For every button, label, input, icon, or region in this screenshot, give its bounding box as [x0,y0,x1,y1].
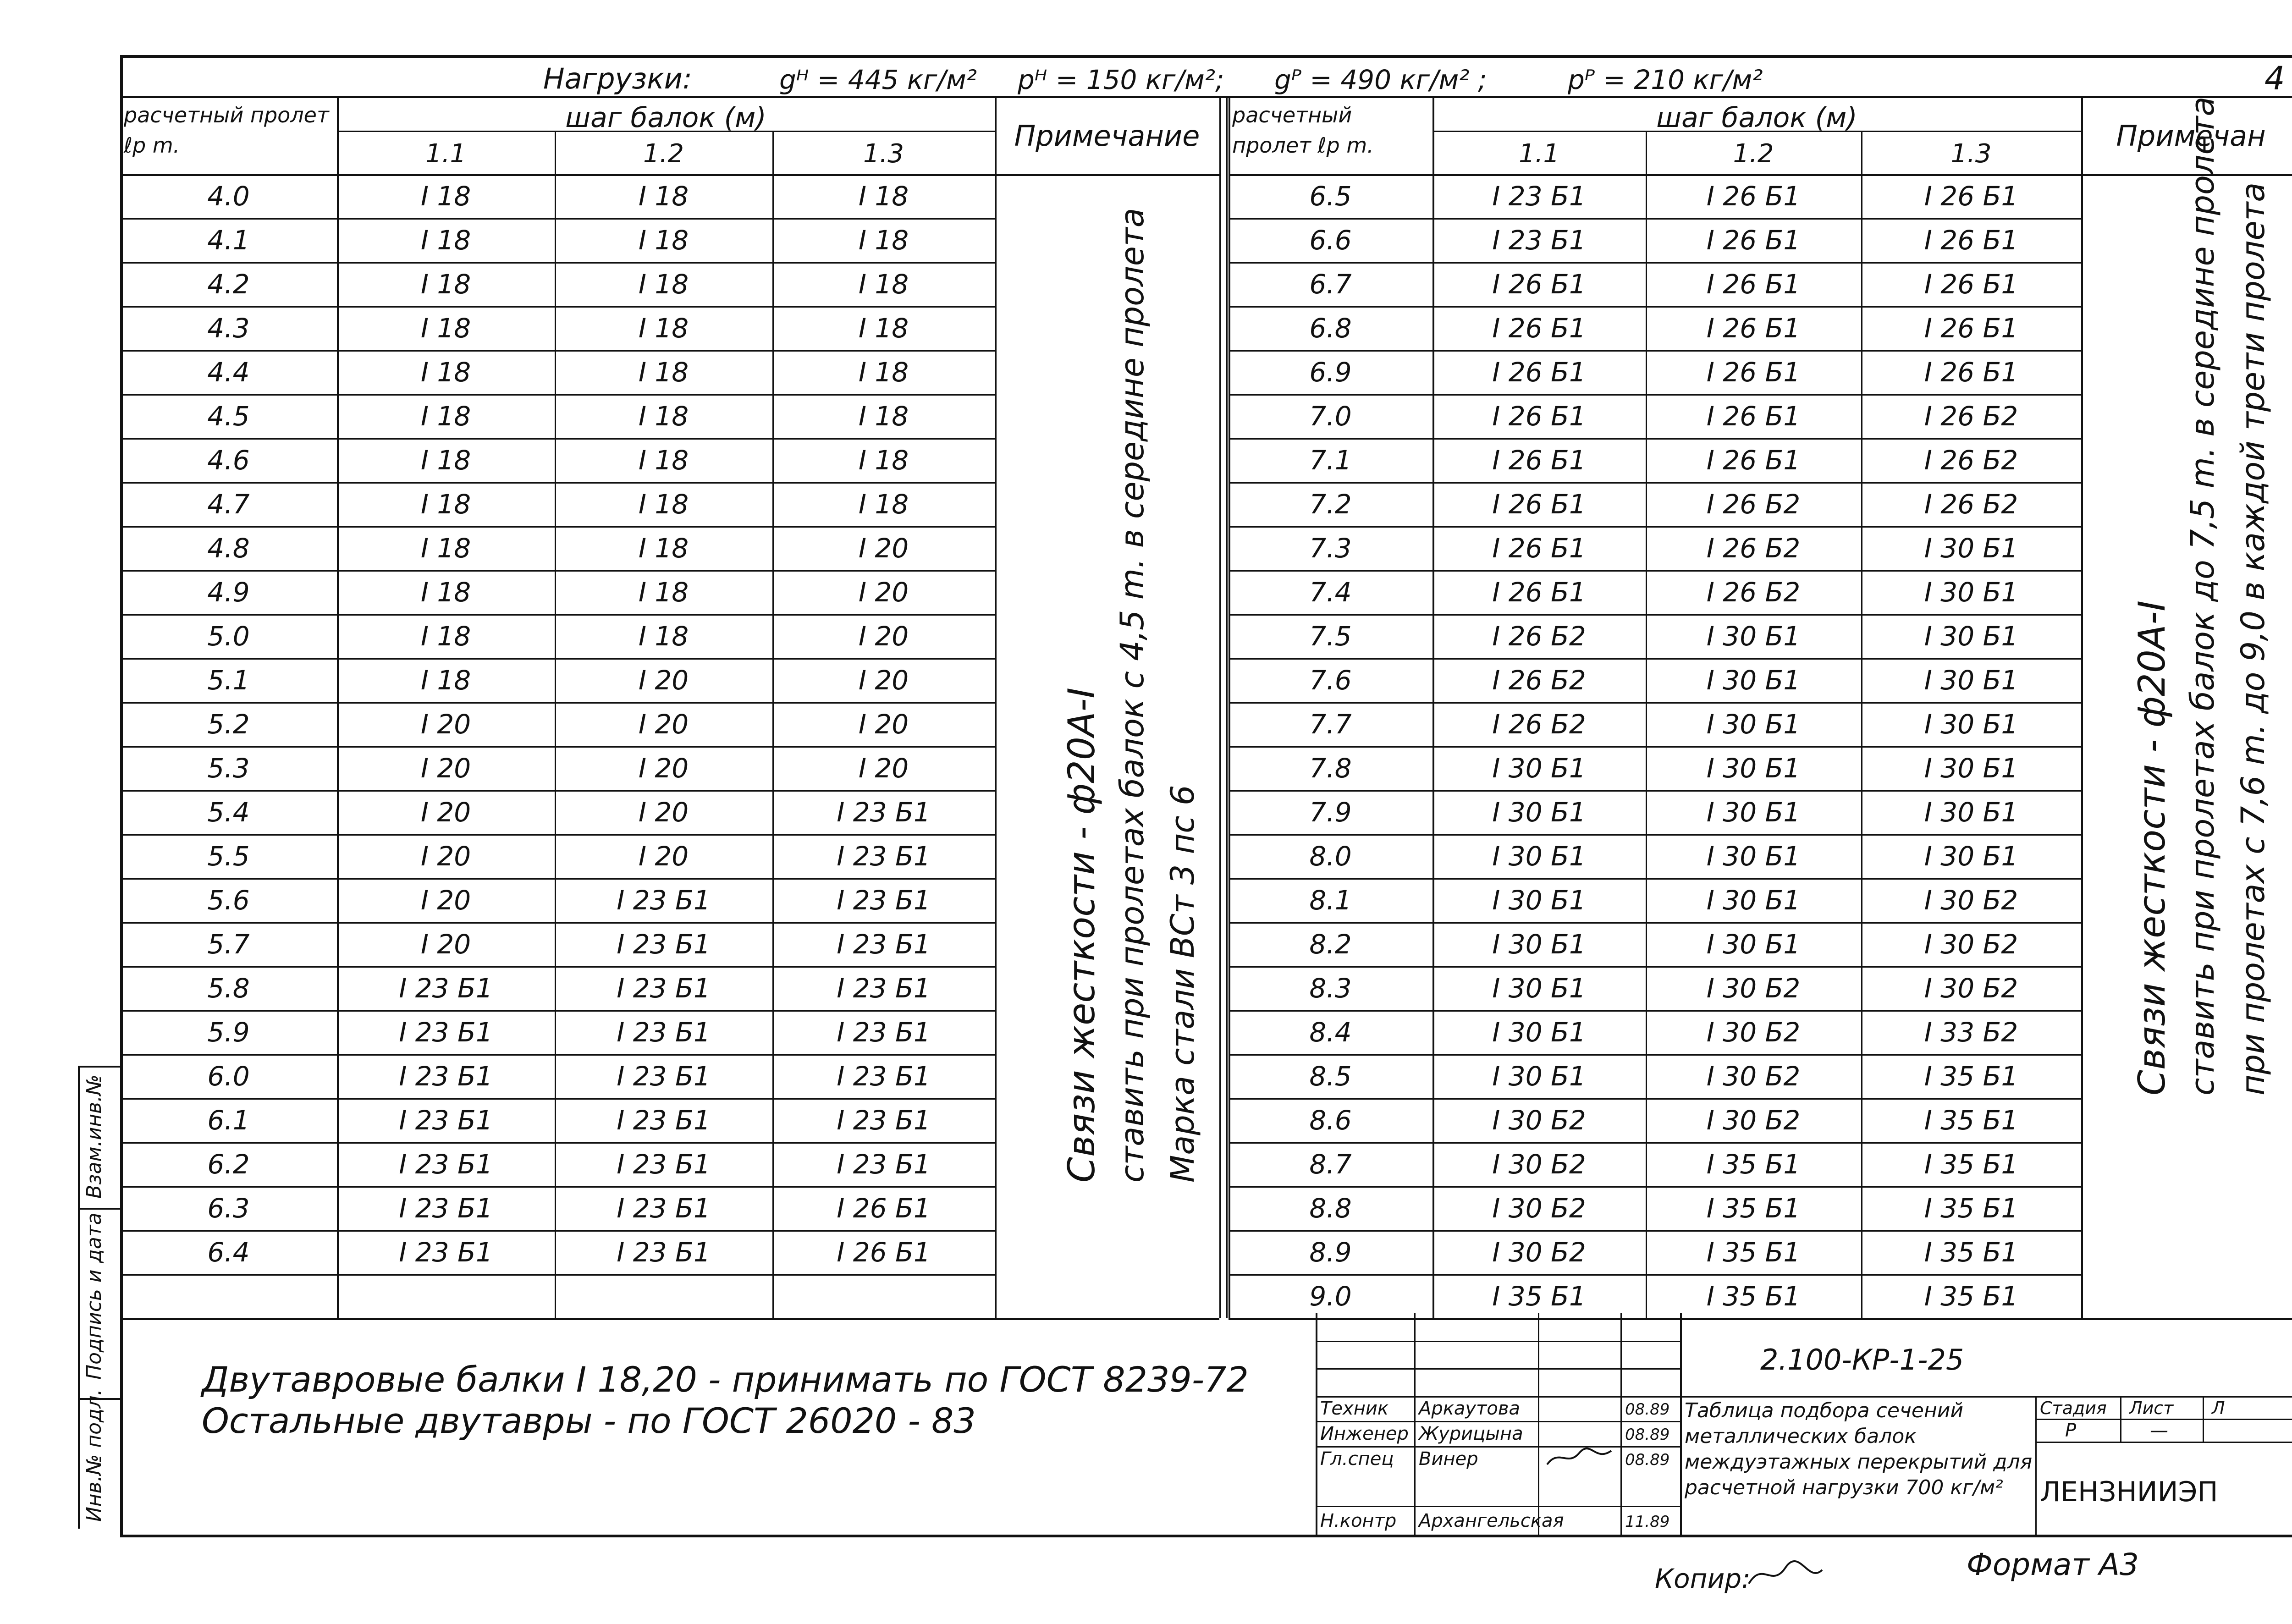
right-row-span: 9.0 [1309,1281,1352,1312]
left-row-cell: I 18 [638,181,689,212]
right-row-cell: I 35 Б1 [1924,1149,2018,1180]
sheets-label: Л [2212,1398,2225,1418]
left-row-cell: I 20 [420,929,471,960]
right-row-cell: I 30 Б1 [1492,841,1586,872]
right-row-span: 8.8 [1309,1193,1352,1224]
role-technician: Техник [1320,1398,1389,1419]
left-row-span: 4.8 [207,533,250,564]
right-row-span: 6.9 [1309,357,1352,388]
left-row-cell: I 23 Б1 [617,973,711,1004]
right-row-cell: I 26 Б2 [1706,489,1801,520]
right-row-cell: I 30 Б1 [1924,665,2018,696]
right-row-span: 8.3 [1309,973,1352,1004]
right-row-span: 7.4 [1309,577,1352,608]
right-row-cell: I 26 Б1 [1492,577,1586,608]
right-row-cell: I 26 Б1 [1706,181,1801,212]
left-row-cell: I 18 [638,533,689,564]
right-row-cell: I 26 Б1 [1492,533,1586,564]
right-row-cell: I 23 Б1 [1492,181,1586,212]
side-stamp-inventory: Инв.№ подл. [83,1389,106,1522]
right-span-header: расчетный пролет ℓр m. [1232,103,1374,158]
left-row-cell: I 23 Б1 [837,929,931,960]
left-row-cell: I 23 Б1 [617,1149,711,1180]
right-row-cell: I 30 Б1 [1924,797,2018,828]
right-row-span: 8.0 [1309,841,1352,872]
right-row-span: 7.6 [1309,665,1352,696]
right-row-span: 7.1 [1309,445,1352,476]
right-row-cell: I 26 Б1 [1706,269,1801,300]
page-number: 4 [2264,60,2285,97]
left-row-span: 4.2 [207,269,250,300]
right-row-span: 8.1 [1309,885,1352,916]
date-norm-control: 11.89 [1625,1513,1670,1531]
right-row-cell: I 30 Б1 [1706,665,1801,696]
left-row-cell: I 23 Б1 [617,929,711,960]
name-engineer: Журицына [1419,1423,1523,1444]
left-row-cell: I 23 Б1 [399,1237,493,1268]
left-row-cell: I 18 [420,489,471,520]
left-row-cell: I 18 [420,313,471,344]
right-row-cell: I 26 Б1 [1924,269,2018,300]
left-row-cell: I 20 [638,753,689,784]
left-step-2: 1.2 [643,139,684,169]
left-row-cell: I 20 [638,709,689,740]
left-step-3: 1.3 [863,139,904,169]
right-row-cell: I 30 Б1 [1492,973,1586,1004]
left-row-span: 5.0 [207,621,250,652]
side-stamp-line [78,1066,80,1529]
left-row-cell: I 18 [858,269,909,300]
left-row-span: 5.2 [207,709,250,740]
format-label: Формат А3 [1967,1547,2139,1582]
right-row-cell: I 26 Б2 [1492,665,1586,696]
left-row-span: 4.1 [207,225,250,256]
left-row-cell: I 20 [420,753,471,784]
right-row-cell: I 26 Б2 [1924,445,2018,476]
right-row-span: 7.8 [1309,753,1352,784]
right-row-span: 6.5 [1309,181,1352,212]
left-row-cell: I 23 Б1 [837,1149,931,1180]
left-row-span: 5.7 [207,929,250,960]
left-note-line: Связи жесткости - ф20А-I [1060,688,1103,1183]
left-row-cell: I 20 [858,533,909,564]
left-row-cell: I 20 [420,885,471,916]
right-row-cell: I 30 Б1 [1924,533,2018,564]
left-row-cell: I 18 [420,577,471,608]
left-row-cell: I 23 Б1 [837,1061,931,1092]
left-row-cell: I 20 [420,709,471,740]
left-row-cell: I 23 Б1 [399,1017,493,1048]
right-row-span: 7.3 [1309,533,1352,564]
right-row-cell: I 30 Б1 [1492,753,1586,784]
document-title: Таблица подбора сечений металлических балок междуэтажных перекрытий для расчетной нагрузки 700 кг/м² [1685,1399,2033,1499]
right-row-cell: I 30 Б2 [1924,885,2018,916]
left-row-span: 6.4 [207,1237,250,1268]
left-row-cell: I 18 [638,621,689,652]
left-row-span: 4.0 [207,181,250,212]
left-row-cell: I 20 [858,753,909,784]
left-row-cell: I 18 [858,225,909,256]
right-row-cell: I 26 Б1 [1924,357,2018,388]
right-row-cell: I 35 Б1 [1706,1281,1801,1312]
right-row-cell: I 26 Б2 [1706,577,1801,608]
role-norm-control: Н.контр [1320,1510,1397,1531]
left-row-span: 5.1 [207,665,250,696]
right-note-header: Примечан [2116,119,2266,153]
right-step-header: шаг балок (м) [1656,102,1857,134]
left-row-cell: I 26 Б1 [837,1193,931,1224]
right-row-cell: I 26 Б1 [1706,401,1801,432]
right-row-cell: I 30 Б1 [1492,1061,1586,1092]
right-row-cell: I 30 Б2 [1924,929,2018,960]
right-note [2127,97,2278,1096]
date-technician: 08.89 [1625,1400,1670,1419]
right-row-cell: I 26 Б1 [1924,225,2018,256]
role-engineer: Инженер [1320,1423,1409,1444]
left-note-line: ставить при пролетах балок с 4,5 m. в середине пролета [1113,208,1151,1183]
load-pp: pᴾ = 210 кг/м² [1568,64,1763,95]
date-engineer: 08.89 [1625,1426,1670,1444]
left-row-cell: I 23 Б1 [837,973,931,1004]
date-chief-specialist: 08.89 [1625,1451,1670,1469]
sheet-label: Лист [2129,1398,2174,1418]
right-row-cell: I 26 Б1 [1492,269,1586,300]
right-row-cell: I 26 Б1 [1706,357,1801,388]
right-row-cell: I 30 Б2 [1492,1237,1586,1268]
left-row-span: 6.1 [207,1105,250,1136]
right-row-span: 7.7 [1309,709,1352,740]
right-row-cell: I 30 Б2 [1492,1149,1586,1180]
right-row-cell: I 33 Б2 [1924,1017,2018,1048]
left-row-cell: I 18 [420,269,471,300]
right-step-2: 1.2 [1733,139,1774,169]
right-row-cell: I 30 Б1 [1706,929,1801,960]
left-row-cell: I 18 [420,621,471,652]
left-note [1057,208,1208,1183]
left-row-cell: I 18 [638,489,689,520]
copier-signature [1744,1556,1827,1593]
right-row-cell: I 26 Б1 [1706,225,1801,256]
left-note-line: Марка стали ВСт 3 пс 6 [1164,785,1201,1183]
right-row-cell: I 30 Б1 [1706,621,1801,652]
left-row-cell: I 23 Б1 [837,797,931,828]
left-row-cell: I 23 Б1 [399,1061,493,1092]
right-row-span: 7.2 [1309,489,1352,520]
right-row-cell: I 35 Б1 [1924,1193,2018,1224]
left-row-span: 6.0 [207,1061,250,1092]
right-row-cell: I 26 Б2 [1924,489,2018,520]
sheet-value: — [2150,1420,2168,1441]
left-row-cell: I 23 Б1 [617,1237,711,1268]
right-row-span: 6.7 [1309,269,1352,300]
right-row-cell: I 35 Б1 [1492,1281,1586,1312]
left-row-cell: I 18 [858,313,909,344]
left-row-cell: I 18 [638,445,689,476]
right-note-line: ставить при пролетах балок до 7,5 m. в середине пролета [2184,96,2221,1096]
right-row-cell: I 26 Б1 [1492,445,1586,476]
left-row-cell: I 20 [420,797,471,828]
left-row-cell: I 23 Б1 [399,1105,493,1136]
left-row-cell: I 23 Б1 [837,1017,931,1048]
left-row-span: 5.8 [207,973,250,1004]
left-row-cell: I 20 [638,841,689,872]
left-row-cell: I 23 Б1 [837,841,931,872]
name-norm-control: Архангельская [1419,1510,1564,1531]
right-row-cell: I 30 Б2 [1492,1193,1586,1224]
left-row-cell: I 18 [858,489,909,520]
left-row-cell: I 23 Б1 [617,1105,711,1136]
left-note-header: Примечание [1014,119,1200,153]
right-note-line: Связи жесткости - ф20А-I [2131,600,2173,1096]
right-row-span: 7.9 [1309,797,1352,828]
stage-value: Р [2065,1420,2077,1441]
right-row-cell: I 26 Б1 [1492,357,1586,388]
left-row-cell: I 23 Б1 [399,1149,493,1180]
copied-label: Копир: [1655,1563,1751,1594]
right-step-3: 1.3 [1950,139,1992,169]
left-row-span: 5.4 [207,797,250,828]
right-row-cell: I 30 Б1 [1924,577,2018,608]
left-row-cell: I 23 Б1 [399,973,493,1004]
left-row-span: 5.9 [207,1017,250,1048]
right-row-cell: I 35 Б1 [1924,1105,2018,1136]
right-step-1: 1.1 [1518,139,1560,169]
left-row-cell: I 23 Б1 [617,885,711,916]
footer-note-line-1: Двутавровые балки I 18,20 - принимать по ГОСТ 8239-72 [202,1359,1249,1400]
right-row-cell: I 26 Б1 [1924,181,2018,212]
left-row-cell: I 23 Б1 [837,885,931,916]
right-row-span: 8.2 [1309,929,1352,960]
left-row-span: 4.7 [207,489,250,520]
role-chief-specialist: Гл.спец [1320,1448,1394,1470]
left-row-cell: I 20 [858,709,909,740]
right-row-cell: I 30 Б1 [1492,797,1586,828]
right-row-span: 8.5 [1309,1061,1352,1092]
right-row-cell: I 30 Б2 [1706,1061,1801,1092]
right-row-span: 6.6 [1309,225,1352,256]
side-stamp-replaced: Взам.инв.№ [83,1074,106,1199]
right-row-cell: I 30 Б2 [1706,1017,1801,1048]
left-row-cell: I 18 [420,225,471,256]
right-row-cell: I 26 Б1 [1706,313,1801,344]
left-row-cell: I 18 [638,313,689,344]
side-stamp-signature: Подпись и дата [83,1212,106,1380]
right-row-cell: I 30 Б2 [1706,1105,1801,1136]
left-row-span: 6.2 [207,1149,250,1180]
left-row-cell: I 18 [420,357,471,388]
right-row-span: 7.0 [1309,401,1352,432]
left-row-cell: I 18 [858,401,909,432]
left-row-cell: I 20 [638,665,689,696]
left-row-span: 4.5 [207,401,250,432]
left-row-cell: I 18 [638,225,689,256]
right-row-cell: I 30 Б1 [1924,841,2018,872]
left-row-cell: I 20 [638,797,689,828]
left-row-span: 5.3 [207,753,250,784]
left-row-cell: I 23 Б1 [837,1105,931,1136]
name-technician: Аркаутова [1419,1398,1520,1419]
left-row-span: 5.5 [207,841,250,872]
left-row-cell: I 18 [858,357,909,388]
left-row-span: 4.9 [207,577,250,608]
left-row-span: 4.4 [207,357,250,388]
loads-label: Нагрузки: [543,62,692,95]
left-row-span: 4.3 [207,313,250,344]
right-row-cell: I 30 Б1 [1706,753,1801,784]
left-row-cell: I 20 [858,577,909,608]
right-row-cell: I 35 Б1 [1706,1193,1801,1224]
right-row-cell: I 30 Б1 [1706,797,1801,828]
right-row-cell: I 35 Б1 [1924,1237,2018,1268]
right-row-cell: I 30 Б2 [1924,973,2018,1004]
left-row-span: 4.6 [207,445,250,476]
left-row-cell: I 18 [858,181,909,212]
right-row-cell: I 26 Б1 [1492,401,1586,432]
left-row-cell: I 23 Б1 [617,1193,711,1224]
left-row-span: 5.6 [207,885,250,916]
load-qn: gᴴ = 445 кг/м² [779,64,977,95]
right-row-span: 8.6 [1309,1105,1352,1136]
right-row-cell: I 30 Б1 [1924,753,2018,784]
right-row-cell: I 35 Б1 [1924,1281,2018,1312]
left-row-cell: I 18 [420,445,471,476]
right-row-cell: I 35 Б1 [1924,1061,2018,1092]
right-row-cell: I 30 Б1 [1706,841,1801,872]
right-row-cell: I 26 Б1 [1706,445,1801,476]
right-row-cell: I 30 Б1 [1924,621,2018,652]
right-row-cell: I 26 Б1 [1924,313,2018,344]
right-row-cell: I 30 Б1 [1706,709,1801,740]
left-row-cell: I 18 [638,401,689,432]
right-row-cell: I 35 Б1 [1706,1237,1801,1268]
right-row-cell: I 30 Б2 [1706,973,1801,1004]
left-row-cell: I 18 [858,445,909,476]
left-row-cell: I 26 Б1 [837,1237,931,1268]
title-block [1316,1313,1317,1536]
right-row-cell: I 26 Б1 [1492,313,1586,344]
left-row-span: 6.3 [207,1193,250,1224]
left-row-cell: I 18 [420,181,471,212]
load-pn: pᴴ = 150 кг/м²; [1018,64,1224,95]
left-row-cell: I 20 [420,841,471,872]
right-row-cell: I 30 Б1 [1492,929,1586,960]
right-row-cell: I 30 Б1 [1924,709,2018,740]
right-row-cell: I 23 Б1 [1492,225,1586,256]
right-row-span: 7.5 [1309,621,1352,652]
left-step-header: шаг балок (м) [565,102,766,134]
right-row-span: 8.9 [1309,1237,1352,1268]
right-row-cell: I 30 Б1 [1492,1017,1586,1048]
right-row-cell: I 26 Б2 [1492,621,1586,652]
right-row-cell: I 26 Б2 [1492,709,1586,740]
footer-note-line-2: Остальные двутавры - по ГОСТ 26020 - 83 [202,1400,976,1441]
right-row-cell: I 26 Б2 [1706,533,1801,564]
left-row-cell: I 23 Б1 [617,1061,711,1092]
right-row-span: 8.4 [1309,1017,1352,1048]
right-row-cell: I 30 Б2 [1492,1105,1586,1136]
stage-label: Стадия [2040,1398,2107,1418]
left-row-cell: I 20 [858,665,909,696]
right-row-span: 8.7 [1309,1149,1352,1180]
right-row-span: 6.8 [1309,313,1352,344]
signature-mark [1545,1444,1614,1471]
left-row-cell: I 18 [420,401,471,432]
left-row-cell: I 18 [638,269,689,300]
left-row-cell: I 23 Б1 [399,1193,493,1224]
left-row-cell: I 23 Б1 [617,1017,711,1048]
right-row-cell: I 30 Б1 [1492,885,1586,916]
right-row-cell: I 35 Б1 [1706,1149,1801,1180]
name-chief-specialist: Винер [1419,1448,1478,1470]
left-row-cell: I 18 [420,665,471,696]
right-row-cell: I 30 Б1 [1706,885,1801,916]
right-row-cell: I 26 Б2 [1924,401,2018,432]
left-row-cell: I 18 [638,357,689,388]
document-code: 2.100-КР-1-25 [1760,1343,1964,1376]
left-row-cell: I 18 [420,533,471,564]
organization: ЛЕНЗНИИЭП [2040,1476,2218,1508]
load-qp: gᴾ = 490 кг/м² ; [1274,64,1487,95]
left-step-1: 1.1 [425,139,467,169]
right-row-cell: I 26 Б1 [1492,489,1586,520]
left-span-header: расчетный пролет ℓр m. [124,103,329,158]
left-row-cell: I 18 [638,577,689,608]
left-row-cell: I 20 [858,621,909,652]
right-note-line: при пролетах с 7,6 m. до 9,0 в каждой трети пролета [2234,182,2272,1096]
